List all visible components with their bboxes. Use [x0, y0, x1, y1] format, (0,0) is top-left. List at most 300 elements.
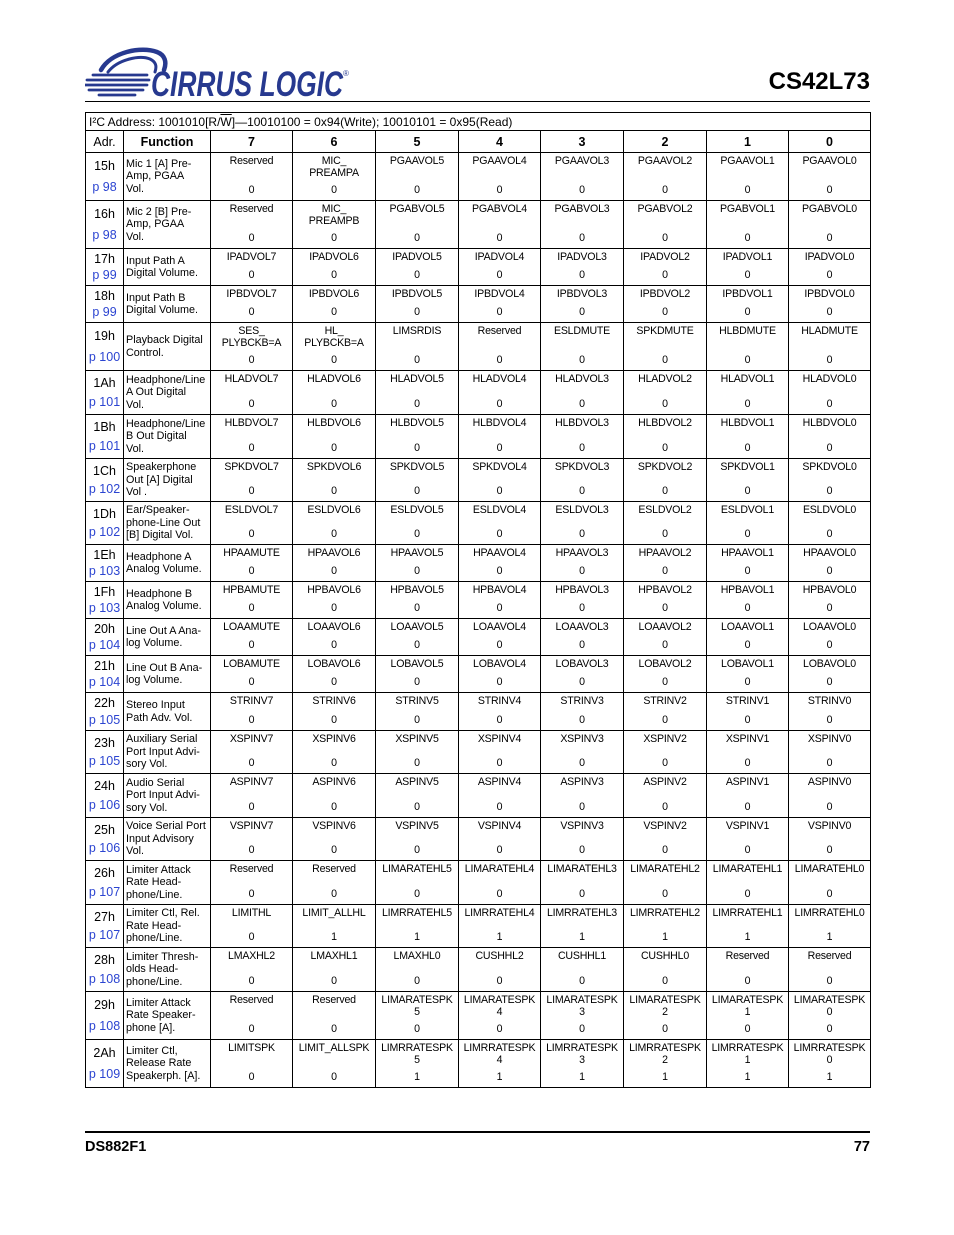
column-header-function: Function	[124, 131, 211, 153]
bit-field	[459, 818, 540, 860]
register-row	[86, 656, 871, 693]
bit-name: IPADVOL3	[557, 251, 607, 263]
bit-cell-0	[789, 619, 871, 656]
bit-cell-0	[789, 249, 871, 286]
bit-field	[211, 582, 292, 618]
bit-name: PGABVOL1	[720, 203, 775, 215]
bit-field	[376, 774, 458, 817]
bit-cell-3	[541, 323, 624, 371]
bit-field	[541, 286, 623, 322]
bit-default-value: 0	[744, 485, 751, 497]
bit-name: LIMIT_ALLHL	[302, 907, 366, 919]
register-page-link[interactable]: p 104	[88, 675, 121, 690]
bit-name: IPBDVOL2	[639, 288, 691, 300]
bit-cell-1	[707, 992, 789, 1040]
bit-field	[293, 201, 375, 248]
bit-name: LOBAVOL4	[473, 658, 526, 670]
register-page-link[interactable]: p 103	[88, 601, 121, 616]
bit-name: STRINV4	[477, 695, 522, 707]
bit-name: Reserved	[725, 950, 770, 962]
bit-default-value: 0	[744, 757, 751, 769]
bit-name: STRINV7	[229, 695, 274, 707]
bit-field	[293, 774, 375, 817]
bit-cell-4	[459, 153, 541, 201]
bit-default-value: 1	[579, 1071, 585, 1083]
bit-cell-4	[459, 1040, 541, 1088]
bit-default-value: 0	[248, 398, 255, 410]
bit-default-value: 0	[662, 676, 668, 688]
bit-cell-4	[459, 693, 541, 731]
bit-name: LIMARATESPK 2	[629, 994, 701, 1018]
bit-cell-3	[541, 948, 624, 992]
register-page-link[interactable]: p 100	[88, 349, 121, 364]
bit-name: XSPINV3	[560, 733, 604, 745]
bit-default-value: 0	[826, 602, 833, 614]
bit-field	[541, 153, 623, 200]
bit-cell-3	[541, 619, 624, 656]
register-row	[86, 371, 871, 415]
bit-default-value: 0	[414, 714, 420, 726]
bit-field	[541, 774, 623, 817]
bit-cell-2	[624, 656, 707, 693]
register-function: Line Out A Ana- log Volume.	[124, 619, 211, 656]
bit-field	[789, 371, 870, 414]
bit-cell-6	[293, 371, 376, 415]
register-address: 15h	[94, 159, 115, 174]
bit-default-value: 0	[331, 184, 337, 196]
bit-field	[707, 415, 788, 458]
bit-field	[376, 323, 458, 370]
register-page-link[interactable]: p 109	[88, 1066, 121, 1081]
register-page-link[interactable]: p 98	[92, 179, 117, 194]
bit-default-value: 0	[744, 528, 751, 540]
bit-cell-2	[624, 371, 707, 415]
bit-default-value: 0	[414, 565, 420, 577]
bit-field	[624, 861, 706, 904]
register-address-cell	[86, 1040, 124, 1088]
bit-field	[459, 693, 540, 730]
register-row	[86, 731, 871, 774]
register-address-cell	[86, 153, 124, 201]
bit-field	[211, 459, 292, 501]
register-function: Limiter Ctl, Rel. Rate Head- phone/Line.	[124, 905, 211, 948]
bit-field	[624, 371, 706, 414]
bit-cell-5	[376, 818, 459, 861]
bit-default-value: 0	[662, 442, 668, 454]
bit-cell-5	[376, 861, 459, 905]
register-page-link[interactable]: p 106	[88, 841, 121, 856]
bit-cell-2	[624, 545, 707, 582]
bit-name: LIMSRDIS	[392, 325, 442, 337]
bit-field	[541, 693, 623, 730]
bit-name: PGABVOL3	[554, 203, 610, 215]
bit-name: ESLDVOL4	[472, 504, 527, 516]
bit-name: HPAAVOL1	[721, 547, 774, 559]
bit-cell-1	[707, 656, 789, 693]
bit-name: HPAAVOL4	[473, 547, 526, 559]
register-row	[86, 545, 871, 582]
bit-field	[459, 153, 540, 200]
bit-name: LIMRRATESPK 2	[629, 1042, 701, 1066]
bit-name: ASPINV1	[725, 776, 770, 788]
bit-cell-6	[293, 249, 376, 286]
bit-field	[541, 582, 623, 618]
register-page-link[interactable]: p 101	[88, 439, 121, 453]
bit-cell-3	[541, 992, 624, 1040]
bit-name: HPAAVOL3	[555, 547, 609, 559]
bit-cell-6	[293, 1040, 376, 1088]
register-page-link[interactable]: p 99	[92, 268, 117, 283]
bit-name: LIMARATESPK 1	[711, 994, 784, 1018]
bit-default-value: 0	[662, 1023, 668, 1035]
bit-cell-1	[707, 619, 789, 656]
bit-default-value: 0	[496, 801, 503, 813]
bit-default-value: 1	[826, 1071, 833, 1083]
bit-default-value: 1	[662, 931, 668, 943]
bit-name: LOBAVOL6	[307, 658, 361, 670]
bit-cell-3	[541, 201, 624, 249]
register-page-link[interactable]: p 106	[88, 798, 121, 812]
cirrus-logic-logo	[85, 44, 355, 104]
bit-default-value: 0	[248, 485, 255, 497]
bit-name: LIMRRATEHL3	[546, 907, 617, 919]
bit-cell-1	[707, 502, 789, 545]
register-address-cell	[86, 371, 124, 415]
bit-cell-6	[293, 323, 376, 371]
bit-default-value: 1	[496, 1071, 503, 1083]
bit-field	[789, 459, 870, 501]
bit-cell-5	[376, 153, 459, 201]
bit-cell-0	[789, 415, 871, 459]
bit-cell-0	[789, 861, 871, 905]
bit-default-value: 0	[414, 844, 420, 856]
bit-default-value: 1	[414, 1071, 420, 1083]
column-header-bit-2: 2	[624, 131, 707, 153]
bit-cell-3	[541, 861, 624, 905]
bit-field	[707, 459, 788, 501]
bit-field	[624, 948, 706, 991]
bit-default-value: 0	[248, 565, 255, 577]
bit-name: ESLDVOL6	[307, 504, 361, 516]
bit-default-value: 1	[744, 931, 751, 943]
bit-cell-0	[789, 693, 871, 731]
bit-field	[624, 693, 706, 730]
bit-field	[624, 731, 706, 773]
bit-default-value: 0	[496, 888, 503, 900]
bit-field	[376, 992, 458, 1039]
bit-default-value: 0	[826, 801, 833, 813]
register-address: 20h	[94, 621, 115, 636]
bit-cell-4	[459, 201, 541, 249]
bit-field	[376, 371, 458, 414]
bit-cell-5	[376, 731, 459, 774]
register-page-link[interactable]: p 105	[88, 754, 121, 769]
register-page-link[interactable]: p 99	[92, 305, 117, 320]
bit-cell-2	[624, 948, 707, 992]
bit-default-value: 0	[579, 269, 585, 281]
register-page-link[interactable]: p 107	[88, 928, 121, 943]
bit-field	[459, 992, 540, 1039]
bit-field	[707, 502, 788, 544]
bit-name: VSPINV0	[807, 820, 852, 832]
bit-cell-1	[707, 459, 789, 502]
bit-name: Reserved	[229, 155, 274, 167]
bit-name: HPBAVOL5	[390, 584, 444, 596]
bit-default-value: 0	[414, 757, 420, 769]
bit-name: VSPINV2	[643, 820, 687, 832]
bit-default-value: 0	[744, 676, 751, 688]
register-page-link[interactable]: p 107	[88, 885, 121, 899]
register-function: Limiter Thresh- olds Head- phone/Line.	[124, 948, 211, 992]
register-table	[85, 112, 871, 1088]
register-address: 1Bh	[93, 420, 116, 434]
register-address: 21h	[94, 658, 115, 673]
bit-field	[376, 861, 458, 904]
bit-field	[707, 693, 788, 730]
bit-default-value: 0	[826, 844, 833, 856]
bit-cell-0	[789, 948, 871, 992]
bit-name: ESLDMUTE	[553, 325, 611, 337]
register-page-link[interactable]: p 104	[88, 638, 121, 653]
register-address-cell	[86, 693, 124, 731]
bit-name: IPBDVOL1	[722, 288, 773, 300]
bit-default-value: 0	[579, 1023, 585, 1035]
register-page-link[interactable]: p 101	[88, 395, 121, 409]
bit-name: LOBAVOL2	[638, 658, 692, 670]
bit-default-value: 0	[248, 1023, 255, 1035]
bit-default-value: 0	[579, 714, 585, 726]
bit-cell-3	[541, 1040, 624, 1088]
bit-cell-5	[376, 619, 459, 656]
bit-name: PGABVOL5	[389, 203, 445, 215]
register-address-cell	[86, 619, 124, 656]
bit-name: LOAAVOL4	[473, 621, 526, 633]
bit-name: Reserved	[229, 994, 274, 1006]
bit-field	[541, 731, 623, 773]
bit-default-value: 0	[744, 639, 751, 651]
bit-default-value: 0	[826, 1023, 833, 1035]
bit-name: HLADVOL6	[307, 373, 361, 385]
bit-name: SPKDVOL1	[720, 461, 775, 473]
bit-cell-2	[624, 905, 707, 948]
bit-name: HLBDMUTE	[719, 325, 776, 337]
bit-cell-7	[211, 415, 293, 459]
bit-cell-2	[624, 1040, 707, 1088]
bit-default-value: 1	[414, 931, 420, 943]
register-address: 28h	[94, 953, 115, 967]
bit-field	[707, 619, 788, 655]
column-header-address: Adr.	[86, 131, 124, 153]
bit-cell-0	[789, 286, 871, 323]
bit-name: ESLDVOL2	[638, 504, 692, 516]
bit-default-value: 0	[331, 354, 337, 366]
bit-cell-0	[789, 905, 871, 948]
bit-default-value: 0	[248, 714, 255, 726]
bit-default-value: 0	[662, 757, 668, 769]
bit-name: SPKDVOL6	[306, 461, 362, 473]
register-page-link[interactable]: p 108	[88, 1018, 121, 1033]
bit-cell-7	[211, 905, 293, 948]
bit-field	[459, 249, 540, 285]
bit-cell-4	[459, 619, 541, 656]
bit-name: LOBAVOL0	[803, 658, 856, 670]
register-page-link[interactable]: p 102	[88, 482, 121, 497]
register-page-link[interactable]: p 98	[92, 227, 117, 242]
bit-default-value: 0	[248, 676, 255, 688]
register-address-group	[86, 774, 123, 817]
register-address: 27h	[94, 909, 115, 924]
bit-field	[707, 861, 788, 904]
bit-field	[789, 286, 870, 322]
column-header-bit-1: 1	[707, 131, 789, 153]
bit-field	[624, 905, 706, 947]
bit-name: ASPINV0	[807, 776, 852, 788]
bit-default-value: 0	[826, 639, 833, 651]
register-row	[86, 201, 871, 249]
bit-default-value: 0	[662, 975, 668, 987]
bit-default-value: 0	[414, 269, 420, 281]
bit-name: CUSHHL1	[557, 950, 607, 962]
bit-cell-0	[789, 774, 871, 818]
bit-cell-6	[293, 459, 376, 502]
bit-default-value: 0	[248, 888, 255, 900]
bit-field	[293, 249, 375, 285]
bit-name: HLBDVOL7	[224, 417, 279, 429]
bit-cell-6	[293, 545, 376, 582]
bit-cell-7	[211, 201, 293, 249]
bit-cell-6	[293, 582, 376, 619]
bit-cell-1	[707, 371, 789, 415]
bit-field	[293, 153, 375, 200]
bit-field	[459, 861, 540, 904]
register-address-cell	[86, 415, 124, 459]
bit-default-value: 0	[331, 757, 337, 769]
bit-default-value: 0	[248, 602, 255, 614]
register-address-group	[86, 1040, 123, 1087]
register-address: 25h	[94, 822, 115, 837]
register-page-link[interactable]: p 103	[88, 564, 121, 579]
bit-field	[789, 656, 870, 692]
bit-name: LIMARATEHL4	[464, 863, 535, 875]
bit-name: IPBDVOL0	[804, 288, 855, 300]
bit-cell-5	[376, 693, 459, 731]
bit-name: VSPINV3	[560, 820, 604, 832]
bit-cell-2	[624, 731, 707, 774]
bit-default-value: 0	[331, 306, 337, 318]
register-function: Limiter Attack Rate Head- phone/Line.	[124, 861, 211, 905]
register-page-link[interactable]: p 108	[88, 972, 121, 986]
bit-cell-3	[541, 656, 624, 693]
column-header-bit-7: 7	[211, 131, 293, 153]
bit-default-value: 0	[248, 801, 255, 813]
bit-cell-3	[541, 502, 624, 545]
bit-cell-6	[293, 992, 376, 1040]
bit-name: Reserved	[229, 863, 274, 875]
bit-field	[459, 619, 540, 655]
bit-cell-2	[624, 415, 707, 459]
bit-default-value: 1	[826, 931, 833, 943]
bit-cell-2	[624, 459, 707, 502]
bit-name: LIMRRATEHL2	[629, 907, 700, 919]
bit-cell-4	[459, 415, 541, 459]
bit-field	[459, 545, 540, 581]
register-function: Mic 2 [B] Pre- Amp, PGAA Vol.	[124, 201, 211, 249]
bit-field	[789, 693, 870, 730]
bit-default-value: 0	[414, 975, 420, 987]
bit-cell-4	[459, 992, 541, 1040]
register-address-group	[86, 905, 123, 947]
bit-name: LOAAVOL5	[390, 621, 444, 633]
bit-name: SPKDVOL7	[224, 461, 279, 473]
bit-field	[789, 774, 870, 817]
bit-cell-2	[624, 693, 707, 731]
bit-default-value: 0	[496, 602, 503, 614]
bit-default-value: 0	[662, 485, 668, 497]
bit-field	[707, 656, 788, 692]
register-function: Mic 1 [A] Pre- Amp, PGAA Vol.	[124, 153, 211, 201]
bit-field	[707, 286, 788, 322]
bit-default-value: 0	[579, 639, 585, 651]
bit-field	[376, 415, 458, 458]
bit-name: ASPINV5	[395, 776, 439, 788]
register-address-group	[86, 153, 123, 200]
bit-default-value: 0	[331, 1071, 337, 1083]
bit-field	[789, 948, 870, 991]
bit-name: HLBDVOL5	[390, 417, 444, 429]
register-function: Headphone/Line B Out Digital Vol.	[124, 415, 211, 459]
register-function: Ear/Speaker- phone-Line Out [B] Digital Vol.	[124, 502, 211, 545]
register-page-link[interactable]: p 105	[88, 713, 121, 727]
bit-name: LIMRRATEHL4	[464, 907, 535, 919]
bit-field	[376, 693, 458, 730]
bit-name: ASPINV7	[229, 776, 274, 788]
bit-field	[459, 502, 540, 544]
bit-cell-4	[459, 249, 541, 286]
bit-name: ESLDVOL5	[390, 504, 444, 516]
bit-default-value: 0	[826, 398, 833, 410]
bit-name: LOAAMUTE	[223, 621, 280, 633]
bit-field	[376, 201, 458, 248]
bit-default-value: 0	[496, 565, 503, 577]
register-row	[86, 693, 871, 731]
register-row	[86, 286, 871, 323]
bit-name: ESLDVOL1	[720, 504, 775, 516]
bit-default-value: 0	[826, 232, 833, 244]
bit-default-value: 0	[414, 354, 420, 366]
bit-cell-3	[541, 286, 624, 323]
register-function: Limiter Attack Rate Speaker- phone [A].	[124, 992, 211, 1040]
bit-default-value: 0	[744, 184, 751, 196]
bit-field	[211, 249, 292, 285]
bit-default-value: 0	[744, 232, 751, 244]
bit-name: LOBAMUTE	[223, 658, 280, 670]
bit-cell-2	[624, 153, 707, 201]
bit-name: PGABVOL4	[472, 203, 527, 215]
bit-field	[376, 619, 458, 655]
bit-field	[293, 323, 375, 370]
bit-field	[293, 459, 375, 501]
bit-name: HLBDVOL0	[802, 417, 857, 429]
bit-default-value: 1	[579, 931, 585, 943]
bit-name: IPADVOL7	[226, 251, 277, 263]
bit-name: LIMRRATESPK 5	[381, 1042, 453, 1066]
bit-default-value: 0	[662, 306, 668, 318]
bit-cell-7	[211, 948, 293, 992]
bit-cell-3	[541, 693, 624, 731]
bit-default-value: 0	[248, 931, 255, 943]
bit-name: LMAXHL0	[393, 950, 441, 962]
register-page-link[interactable]: p 102	[88, 525, 121, 540]
